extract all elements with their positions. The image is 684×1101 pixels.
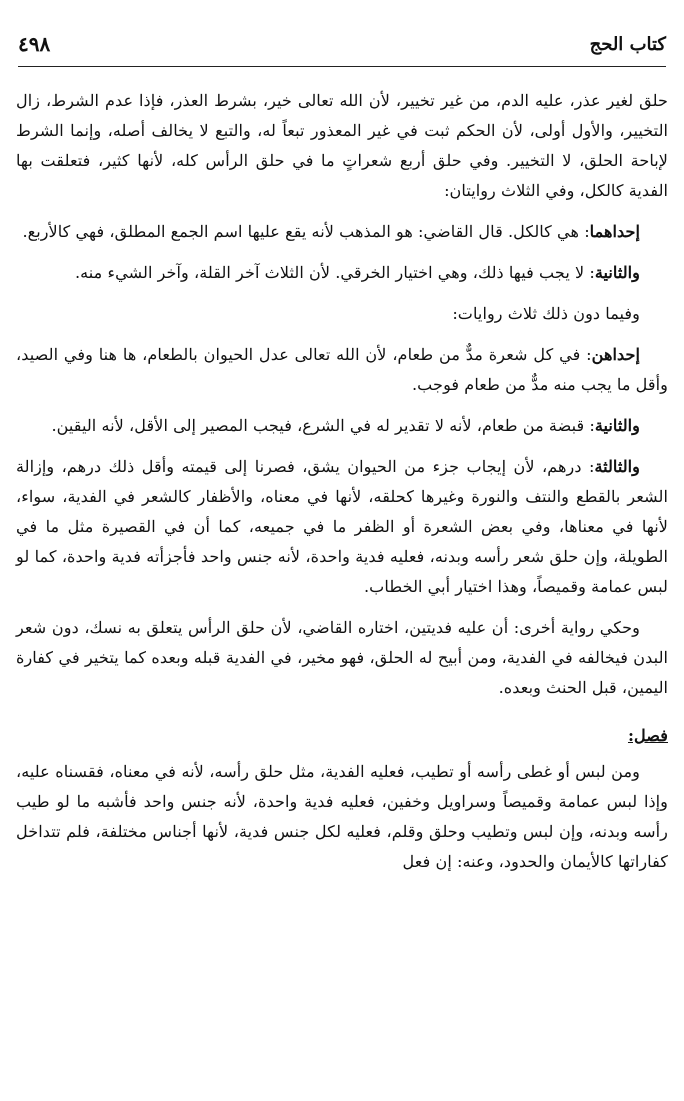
paragraph-8-text: وحكي رواية أخرى: أن عليه فديتين، اختاره القاضي، لأن حلق الرأس يتعلق به نسك، دون شعر البدن فيخالفه في الفدية، ومن أبيح له الحلق، فهو مخير، في الفدية قبله وبعده كما يتخير في كفارة اليمين، قبل الحنث وبعده. bbox=[16, 618, 668, 697]
chapter-title: كتاب الحج bbox=[589, 34, 666, 55]
paragraph-3 bbox=[16, 258, 668, 288]
paragraph-5-text: : في كل شعرة مدٌّ من طعام، لأن الله تعالى عدل الحيوان بالطعام، ها هنا وفي الصيد، وأقل ما يجب منه مدٌّ من طعام فوجب. bbox=[16, 345, 668, 394]
paragraph-2-text: : هي كالكل. قال القاضي: هو المذهب لأنه يقع عليها اسم الجمع المطلق، فهي كالأربع. bbox=[22, 222, 590, 241]
section-paragraph bbox=[16, 757, 668, 877]
paragraph-5-lead: إحداهن bbox=[591, 345, 640, 364]
paragraph-1-text: حلق لغير عذر، عليه الدم، من غير تخيير، لأن الله تعالى خير، بشرط العذر، فإذا عدم الشرط، زال التخيير، والأول أولى، لأن الحكم ثبت في غير المعذور تبعاً له، والتبع لا يخالف أصله، وإنما الشرط لإباحة الحلق، لا التخيير. وفي حلق أربع شعراتٍ ما في حلق الرأس كله، لأنها كثير، فتعلقت بها الفدية كالكل، وفي الثلاث روايتان: bbox=[16, 91, 668, 200]
paragraph-2 bbox=[16, 217, 668, 247]
paragraph-3-lead: والثانية bbox=[594, 263, 640, 282]
paragraph-4 bbox=[16, 299, 668, 329]
paragraph-3-text: : لا يجب فيها ذلك، وهي اختيار الخرقي. لأن الثلاث آخر القلة، وآخر الشيء منه. bbox=[74, 263, 595, 282]
paragraph-1 bbox=[16, 86, 668, 206]
paragraph-7-lead: والثالثة bbox=[594, 457, 640, 476]
paragraph-6-text: : قبضة من طعام، لأنه لا تقدير له في الشرع، فيجب المصير إلى الأقل، لأنه اليقين. bbox=[51, 416, 595, 435]
paragraph-6-lead: والثانية bbox=[594, 416, 640, 435]
paragraph-6 bbox=[16, 411, 668, 441]
section-paragraph-text: ومن لبس أو غطى رأسه أو تطيب، فعليه الفدية، مثل حلق رأسه، لأنه في معناه، فقسناه عليه، وإذا لبس عمامة وقميصاً وسراويل وخفين، فعليه فدية واحدة، لأنه جنس واحد فأشبه ما لو طيب رأسه وبدنه، وإن لبس وتطيب وحلق وقلم، فعليه لكل جنس فدية، لأنها أجناس مختلفة، فلم تتداخل كفاراتها كالأيمان والحدود، وعنه: إن فعل bbox=[16, 762, 668, 871]
paragraph-4-text: وفيما دون ذلك ثلاث روايات: bbox=[452, 304, 640, 323]
page-number: ٤٩٨ bbox=[18, 32, 51, 56]
page-header bbox=[18, 30, 666, 67]
paragraph-5 bbox=[16, 340, 668, 400]
paragraph-7 bbox=[16, 452, 668, 602]
paragraph-7-text: : درهم، لأن إيجاب جزء من الحيوان يشق، فصرنا إلى قيمته وأقل ذلك درهم، وإزالة الشعر بالقطع والنتف والنورة وغيرها كحلقه، لأنها في معناه، والأظفار كالشعر في الفدية، سواء، لأنها في معناها، وفي بعض الشعرة أو الظفر ما في جميعه، كما أن في القصيرة مثل ما في الطويلة، وإن حلق شعر رأسه وبدنه، فعليه فدية واحدة، لأنه جنس واحد فأجزأته فدية واحدة، كما لو لبس عمامة وقميصاً، وهذا اختيار أبي الخطاب. bbox=[16, 457, 668, 596]
section-heading: فصل: bbox=[627, 726, 668, 745]
page-body bbox=[16, 86, 668, 888]
paragraph-2-lead: إحداهما bbox=[589, 222, 640, 241]
paragraph-8 bbox=[16, 613, 668, 703]
